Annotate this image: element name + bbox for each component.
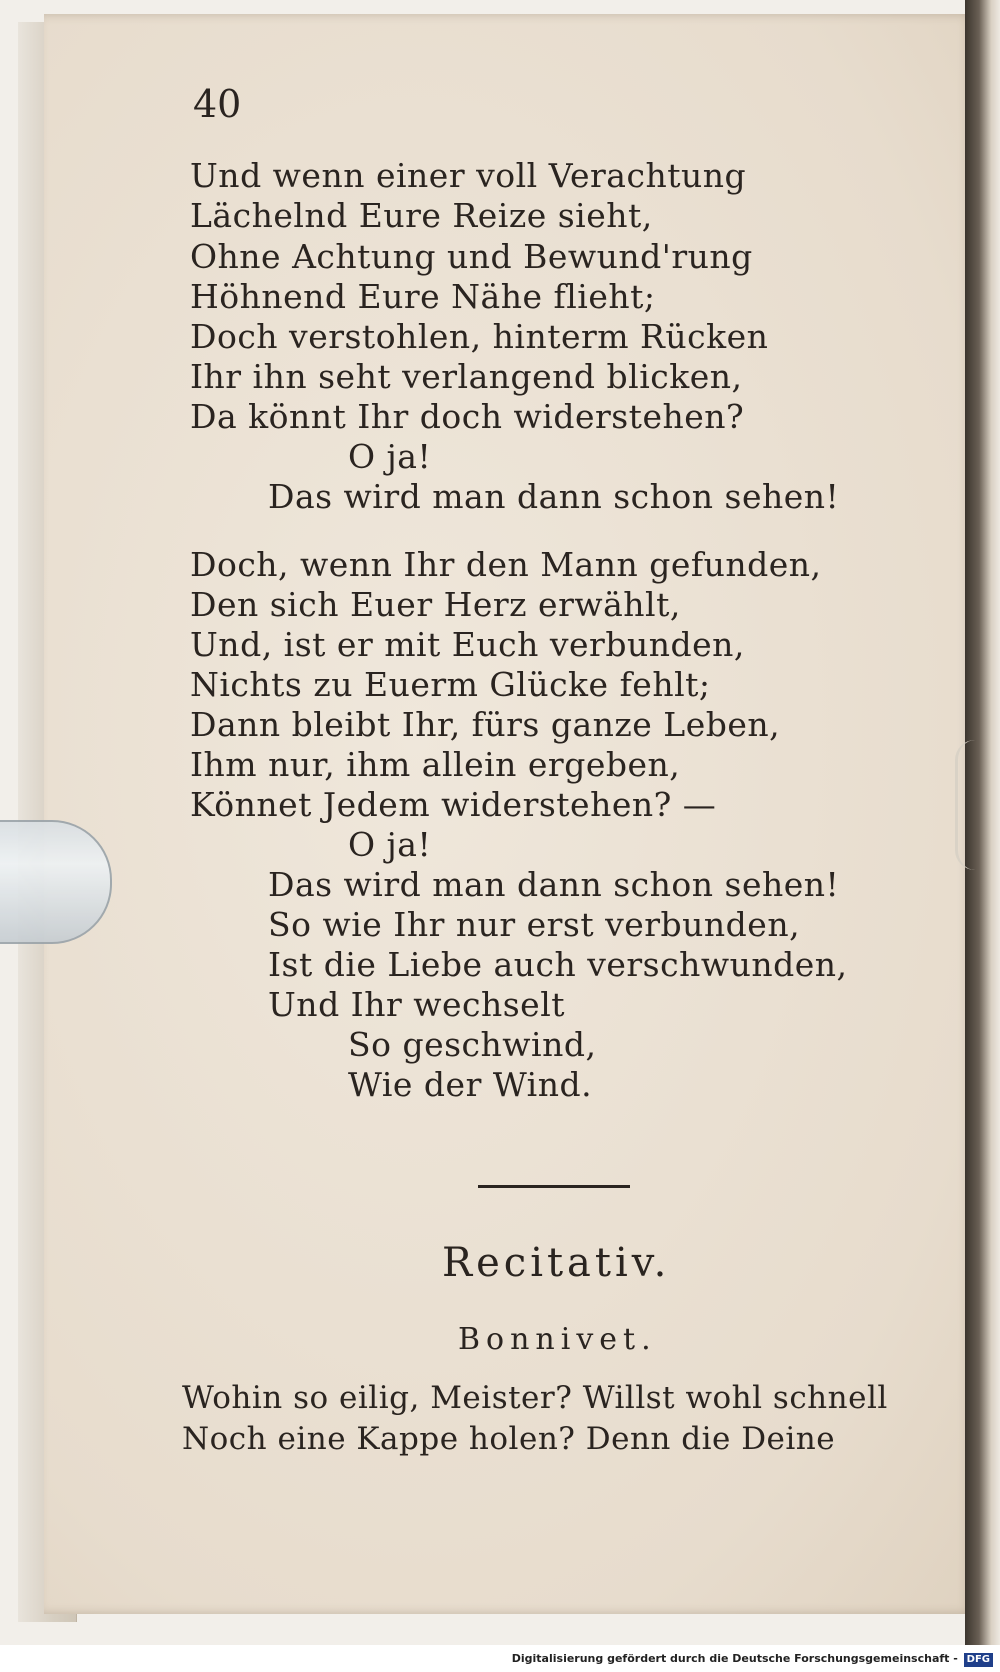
- verse-line: O ja!: [348, 825, 432, 864]
- verse-line: Das wird man dann schon sehen!: [268, 865, 840, 904]
- verse-line: Doch verstohlen, hinterm Rücken: [190, 317, 769, 356]
- verse-line: Höhnend Eure Nähe flieht;: [190, 277, 656, 316]
- verse-line: Ihm nur, ihm allein ergeben,: [190, 745, 681, 784]
- verse-line: Nichts zu Euerm Glücke fehlt;: [190, 665, 711, 704]
- verse-line: Und Ihr wechselt: [268, 985, 566, 1024]
- binding-string: [955, 740, 998, 870]
- verse-line: Könnet Jedem widerstehen? —: [190, 785, 717, 824]
- verse-line: Den sich Euer Herz erwählt,: [190, 585, 681, 624]
- verse-line: Das wird man dann schon sehen!: [268, 477, 840, 516]
- verse-line: Wohin so eilig, Meister? Willst wohl schnell: [182, 1380, 888, 1416]
- dfg-logo: DFG: [964, 1653, 993, 1667]
- speaker-name: Bonnivet.: [458, 1322, 657, 1357]
- verse-line: Doch, wenn Ihr den Mann gefunden,: [190, 545, 822, 584]
- page-number: 40: [193, 82, 242, 126]
- verse-line: Ihr ihn seht verlangend blicken,: [190, 357, 743, 396]
- verse-line: Lächelnd Eure Reize sieht,: [190, 196, 653, 235]
- section-heading: Recitativ.: [442, 1240, 671, 1286]
- verse-line: Dann bleibt Ihr, fürs ganze Leben,: [190, 705, 781, 744]
- verse-line: Wie der Wind.: [348, 1065, 593, 1104]
- section-divider: [478, 1185, 630, 1188]
- page-clip: [0, 820, 112, 944]
- verse-line: Ohne Achtung und Bewund'rung: [190, 237, 753, 276]
- verse-line: So geschwind,: [348, 1025, 597, 1064]
- verse-line: Ist die Liebe auch verschwunden,: [268, 945, 848, 984]
- verse-line: Und wenn einer voll Verachtung: [190, 156, 747, 195]
- verse-line: So wie Ihr nur erst verbunden,: [268, 905, 801, 944]
- verse-line: O ja!: [348, 437, 432, 476]
- verse-line: Da könnt Ihr doch widerstehen?: [190, 397, 745, 436]
- footer-text: Digitalisierung gefördert durch die Deutsche Forschungsgemeinschaft -: [511, 1652, 958, 1665]
- footer-credit: [0, 1648, 993, 1670]
- verse-line: Und, ist er mit Euch verbunden,: [190, 625, 745, 664]
- verse-line: Noch eine Kappe holen? Denn die Deine: [182, 1421, 836, 1457]
